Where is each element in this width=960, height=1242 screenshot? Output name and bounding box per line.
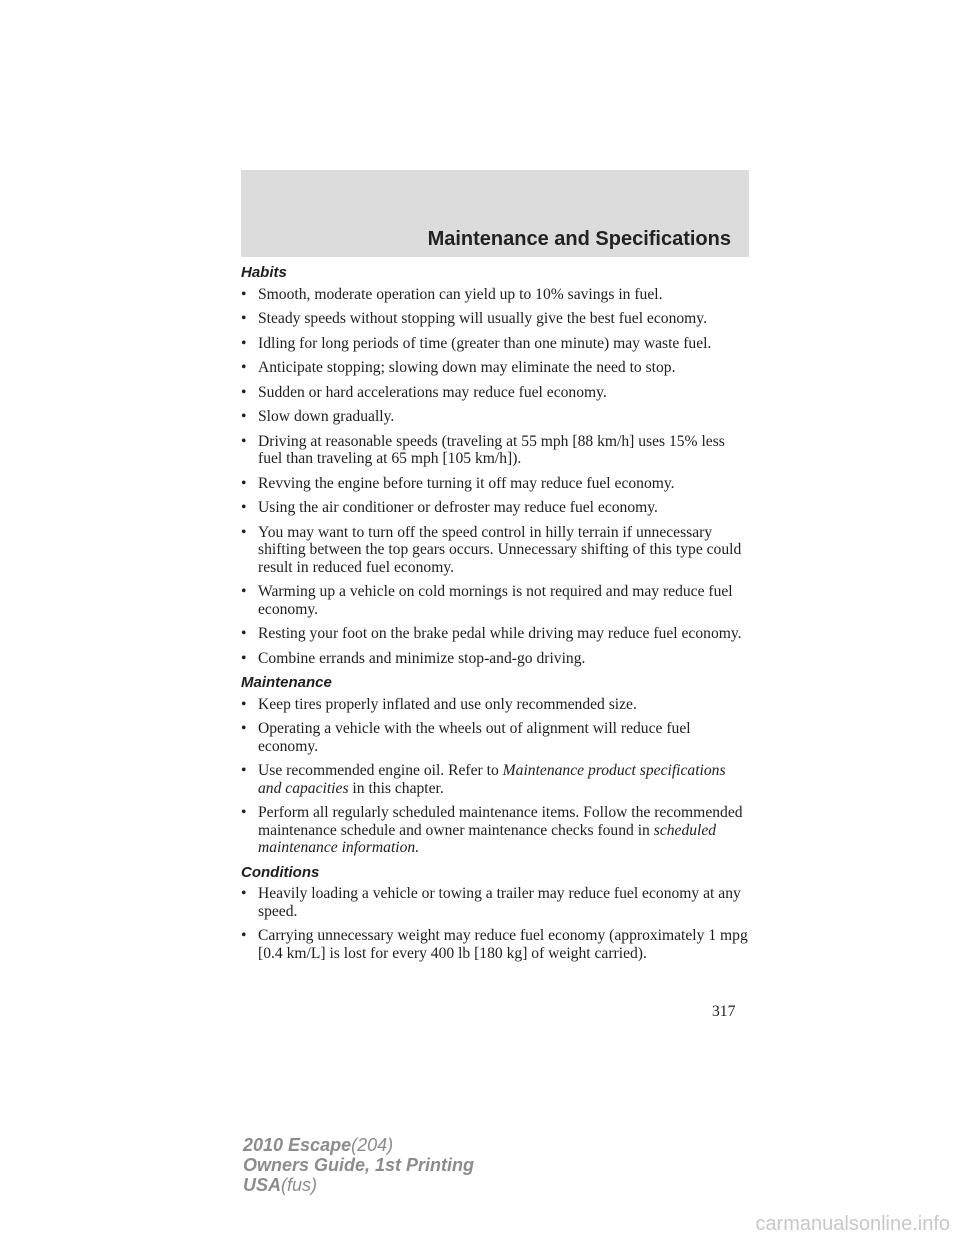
bullet-icon: • <box>241 583 247 600</box>
section-header-band <box>241 170 749 257</box>
footer-model-line: 2010 Escape(204) <box>243 1135 394 1155</box>
list-item: • Operating a vehicle with the wheels out of alignment will reduce fuel economy. <box>241 720 691 755</box>
bullet-icon: • <box>241 383 247 401</box>
bullet-icon: • <box>241 474 247 492</box>
list-item: • Resting your foot on the brake pedal while driving may reduce fuel economy. <box>241 625 742 642</box>
bullet-icon: • <box>241 927 247 944</box>
bullet-icon: • <box>241 523 247 541</box>
page-number: 317 <box>712 1003 736 1020</box>
list-item: • Carrying unnecessary weight may reduce fuel economy (approximately 1 mpg [0.4 km/L] is lost for every 400 lb [180 kg] of weight carried). <box>241 927 748 962</box>
bullet-icon: • <box>241 310 247 327</box>
list-item: • Driving at reasonable speeds (traveling at 55 mph [88 km/h] uses 15% less fuel than traveling at 65 mph [105 km/h]). <box>241 432 725 467</box>
list-item: • Warming up a vehicle on cold mornings is not required and may reduce fuel economy. <box>241 583 733 618</box>
bullet-icon: • <box>241 649 247 667</box>
conditions-heading: Conditions <box>241 863 320 881</box>
habits-heading: Habits <box>241 264 287 281</box>
footer-market-line: USA(fus) <box>243 1175 318 1195</box>
bullet-icon: • <box>241 695 247 713</box>
page-body <box>241 264 751 969</box>
maintenance-list <box>241 696 751 857</box>
bullet-icon: • <box>241 432 247 450</box>
bullet-icon: • <box>241 408 247 425</box>
bullet-icon: • <box>241 359 247 376</box>
habits-list <box>241 286 751 668</box>
list-item: • Sudden or hard accelerations may reduce fuel economy. <box>241 383 607 401</box>
list-item: • Perform all regularly scheduled maintenance items. Follow the recommended maintenance schedule and owner maintenance checks found in scheduled maintenance information. <box>241 804 743 856</box>
list-item: • Using the air conditioner or defroster may reduce fuel economy. <box>241 499 658 516</box>
cross-reference: scheduled maintenance information. <box>258 821 717 856</box>
list-item: • Use recommended engine oil. Refer to Maintenance product specifications and capacities in this chapter. <box>241 762 726 797</box>
section-title: Maintenance and Specifications <box>427 228 731 250</box>
list-item: • Keep tires properly inflated and use only recommended size. <box>241 695 637 713</box>
bullet-icon: • <box>241 762 247 779</box>
list-item: • Steady speeds without stopping will usually give the best fuel economy. <box>241 310 707 327</box>
bullet-icon: • <box>241 499 247 516</box>
list-item: • Slow down gradually. <box>241 408 395 425</box>
conditions-list <box>241 885 751 962</box>
maintenance-heading: Maintenance <box>241 674 332 691</box>
list-item: • Combine errands and minimize stop-and-go driving. <box>241 649 586 667</box>
bullet-icon: • <box>241 885 247 902</box>
footer-guide-line: Owners Guide, 1st Printing <box>243 1155 475 1175</box>
list-item: • You may want to turn off the speed control in hilly terrain if unnecessary shifting between the top gears occurs. Unnecessary shifting of this type could result in reduced fuel economy. <box>241 523 742 576</box>
list-item: • Heavily loading a vehicle or towing a trailer may reduce fuel economy at any speed. <box>241 885 741 920</box>
bullet-icon: • <box>241 804 247 821</box>
bullet-icon: • <box>241 625 247 642</box>
watermark: carmanualsonline.info <box>755 1213 950 1235</box>
bullet-icon: • <box>241 720 247 737</box>
bullet-icon: • <box>241 334 247 352</box>
list-item: • Anticipate stopping; slowing down may eliminate the need to stop. <box>241 359 676 376</box>
list-item: • Idling for long periods of time (greater than one minute) may waste fuel. <box>241 334 712 352</box>
bullet-icon: • <box>241 285 247 303</box>
list-item: • Smooth, moderate operation can yield up to 10% savings in fuel. <box>241 285 663 303</box>
list-item: • Revving the engine before turning it off may reduce fuel economy. <box>241 474 675 492</box>
document-footer <box>243 1135 474 1195</box>
cross-reference: Maintenance product specifications and capacities <box>258 762 726 797</box>
